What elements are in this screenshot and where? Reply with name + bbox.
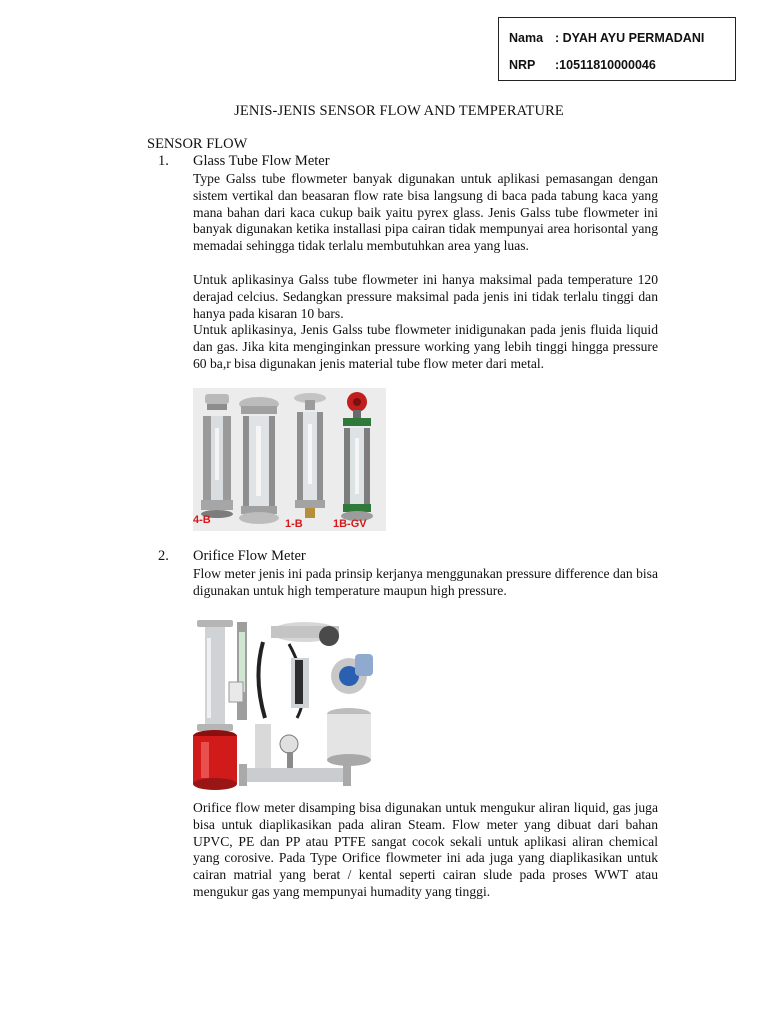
item-2-number: 2. xyxy=(158,548,169,564)
item-1-number: 1. xyxy=(158,153,169,169)
image-label-1b: 1-B xyxy=(285,518,303,530)
item-2-paragraph-1: Flow meter jenis ini pada prinsip kerjanya menggunakan pressure difference dan bisa digunakan untuk high temperature maupun high pressure. xyxy=(193,566,658,598)
red-orifice-body xyxy=(193,730,237,790)
item-2-title: Orifice Flow Meter xyxy=(193,548,306,564)
flanged-cylinder xyxy=(327,708,371,766)
glass-tube-flowmeter-photo xyxy=(193,388,386,531)
item-2-paragraph-2: Orifice flow meter disamping bisa digunakan untuk mengukur aliran liquid, gas juga bisa untuk diaplikasikan pada aliran Steam. Flow meter yang dibuat dari bahan UPVC, PE dan PP atau PTFE sangat cocok sekali untuk aplikasi aliran chemical yang corosive. Pada Type Orifice flowmeter ini ada juga yang diaplikasikan untuk cairan matrial yang berat / kental seperti cairan slude pada proses WWT atau mengukur gas yang mempunyai humadity yang tinggi. xyxy=(193,800,658,899)
orifice-flowmeter-photo xyxy=(193,618,383,800)
item-1-paragraph-2: Untuk aplikasinya Galss tube flowmeter ini hanya maksimal pada temperature 120 derajad celcius. Sedangkan pressure maksimal pada jenis ini tidak terlalu tinggi dan hanya pada kisaran 10 bars. xyxy=(193,272,658,321)
image-label-1b-gv: 1B-GV xyxy=(333,518,367,530)
document-title: JENIS-JENIS SENSOR FLOW AND TEMPERATURE xyxy=(234,103,564,119)
name-value: : DYAH AYU PERMADANI xyxy=(555,31,705,45)
name-row xyxy=(509,31,704,45)
item-1-paragraph-3: Untuk aplikasinya, Jenis Galss tube flowmeter inidigunakan pada jenis fluida liquid dan gas. Jika kita menginginkan pressure working yang lebih tinggi hingga pressure 60 ba,r bisa digunakan jenis material tube flow meter dari metal. xyxy=(193,322,658,371)
item-1-paragraph-1: Type Galss tube flowmeter banyak digunakan untuk aplikasi pemasangan dengan sistem vertikal dan beasaran flow rate bisa langsung di baca pada tabung kaca yang mana bahan dari kaca cukup baik yaitu pyrex glass. Jenis Galss tube flowmeter ini banyak digunakan ketika installasi pipa cairan tidak mempunyai area horisontal yang memadai sehingga tidak terlalu membutuhkan area yang luas. xyxy=(193,171,658,254)
glass-tube-flowmeter-illustration xyxy=(193,388,386,531)
nrp-row xyxy=(509,58,656,72)
item-1-title: Glass Tube Flow Meter xyxy=(193,153,330,169)
image-label-4b: 4-B xyxy=(193,514,211,526)
name-label: Nama xyxy=(509,31,544,45)
student-identity-box xyxy=(498,17,736,81)
nrp-label: NRP xyxy=(509,58,536,72)
section-heading: SENSOR FLOW xyxy=(147,136,248,152)
orifice-flowmeter-illustration xyxy=(193,618,383,800)
flowmeter-2 xyxy=(239,397,279,524)
nrp-value: :10511810000046 xyxy=(555,58,656,72)
